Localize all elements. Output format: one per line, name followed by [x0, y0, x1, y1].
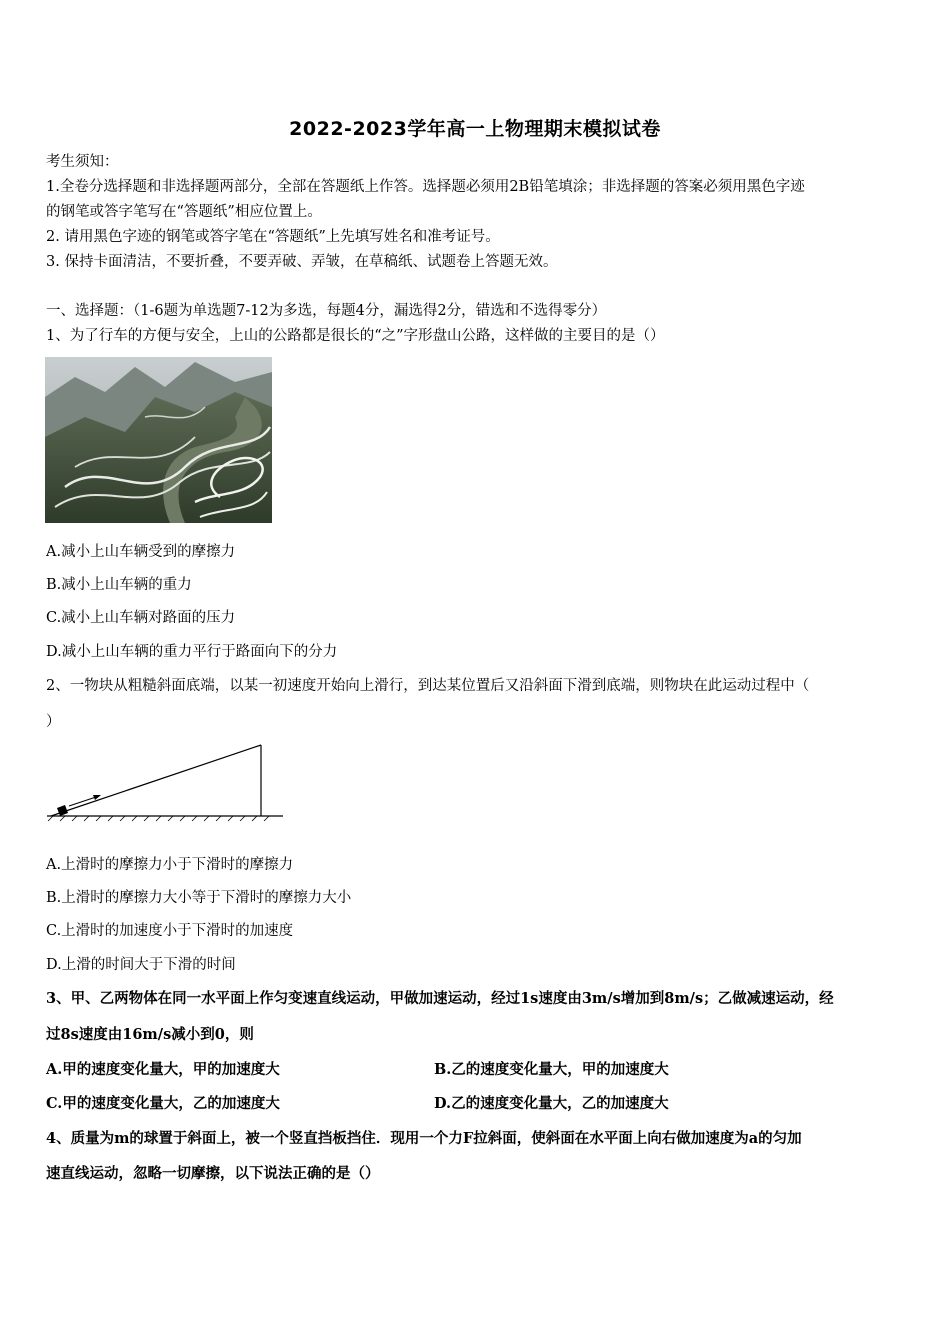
incline-diagram	[45, 742, 285, 822]
notice-item: 的钢笔或答字笔写在“答题纸”相应位置上。	[46, 204, 322, 220]
option: B.减小上山车辆的重力	[46, 577, 192, 593]
mountain-road-photo	[45, 357, 272, 523]
question-2-stem-cont: ）	[46, 714, 61, 730]
option: A.减小上山车辆受到的摩擦力	[46, 544, 236, 560]
question-4-stem-cont: 速直线运动，忽略一切摩擦，以下说法正确的是（）	[46, 1165, 380, 1182]
notice-item: 1.全卷分选择题和非选择题两部分，全部在答题纸上作答。选择题必须用2B铅笔填涂；非选择题的答案必须用黑色字迹	[46, 179, 805, 195]
question-2-stem: 2、一物块从粗糙斜面底端，以某一初速度开始向上滑行，到达某位置后又沿斜面下滑到底端，则物块在此运动过程中（	[46, 678, 810, 694]
question-3-stem-cont: 过8s速度由16m/s减小到0，则	[46, 1026, 254, 1043]
option: B.乙的速度变化量大，甲的加速度大	[434, 1061, 669, 1078]
option: D.上滑的时间大于下滑的时间	[46, 957, 236, 973]
option: B.上滑时的摩擦力大小等于下滑时的摩擦力大小	[46, 890, 352, 906]
option: C.上滑时的加速度小于下滑时的加速度	[46, 923, 294, 939]
page-title: 2022-2023学年高一上物理期末模拟试卷	[289, 118, 661, 140]
notice-item: 3. 保持卡面清洁，不要折叠，不要弄破、弄皱，在草稿纸、试题卷上答题无效。	[46, 254, 558, 270]
question-3-stem: 3、甲、乙两物体在同一水平面上作匀变速直线运动，甲做加速运动，经过1s速度由3m/s增加到8m/s；乙做减速运动，经	[46, 990, 834, 1007]
section-heading: 一、选择题：（1-6题为单选题7-12为多选，每题4分，漏选得2分，错选和不选得零分）	[46, 303, 607, 319]
question-1-stem: 1、为了行车的方便与安全，上山的公路都是很长的“之”字形盘山公路，这样做的主要目的是（）	[46, 328, 665, 344]
option: A.上滑时的摩擦力小于下滑时的摩擦力	[46, 857, 294, 873]
notice-item: 2. 请用黑色字迹的钢笔或答字笔在“答题纸”上先填写姓名和准考证号。	[46, 229, 500, 245]
option: D.减小上山车辆的重力平行于路面向下的分力	[46, 644, 338, 660]
notice-heading: 考生须知：	[46, 154, 119, 170]
option: D.乙的速度变化量大，乙的加速度大	[434, 1095, 669, 1112]
option: C.甲的速度变化量大，乙的加速度大	[46, 1095, 280, 1112]
question-4-stem: 4、质量为m的球置于斜面上，被一个竖直挡板挡住．现用一个力F拉斜面，使斜面在水平面上向右做加速度为a的匀加	[46, 1130, 802, 1147]
option: A.甲的速度变化量大，甲的加速度大	[46, 1061, 280, 1078]
option: C.减小上山车辆对路面的压力	[46, 610, 236, 626]
